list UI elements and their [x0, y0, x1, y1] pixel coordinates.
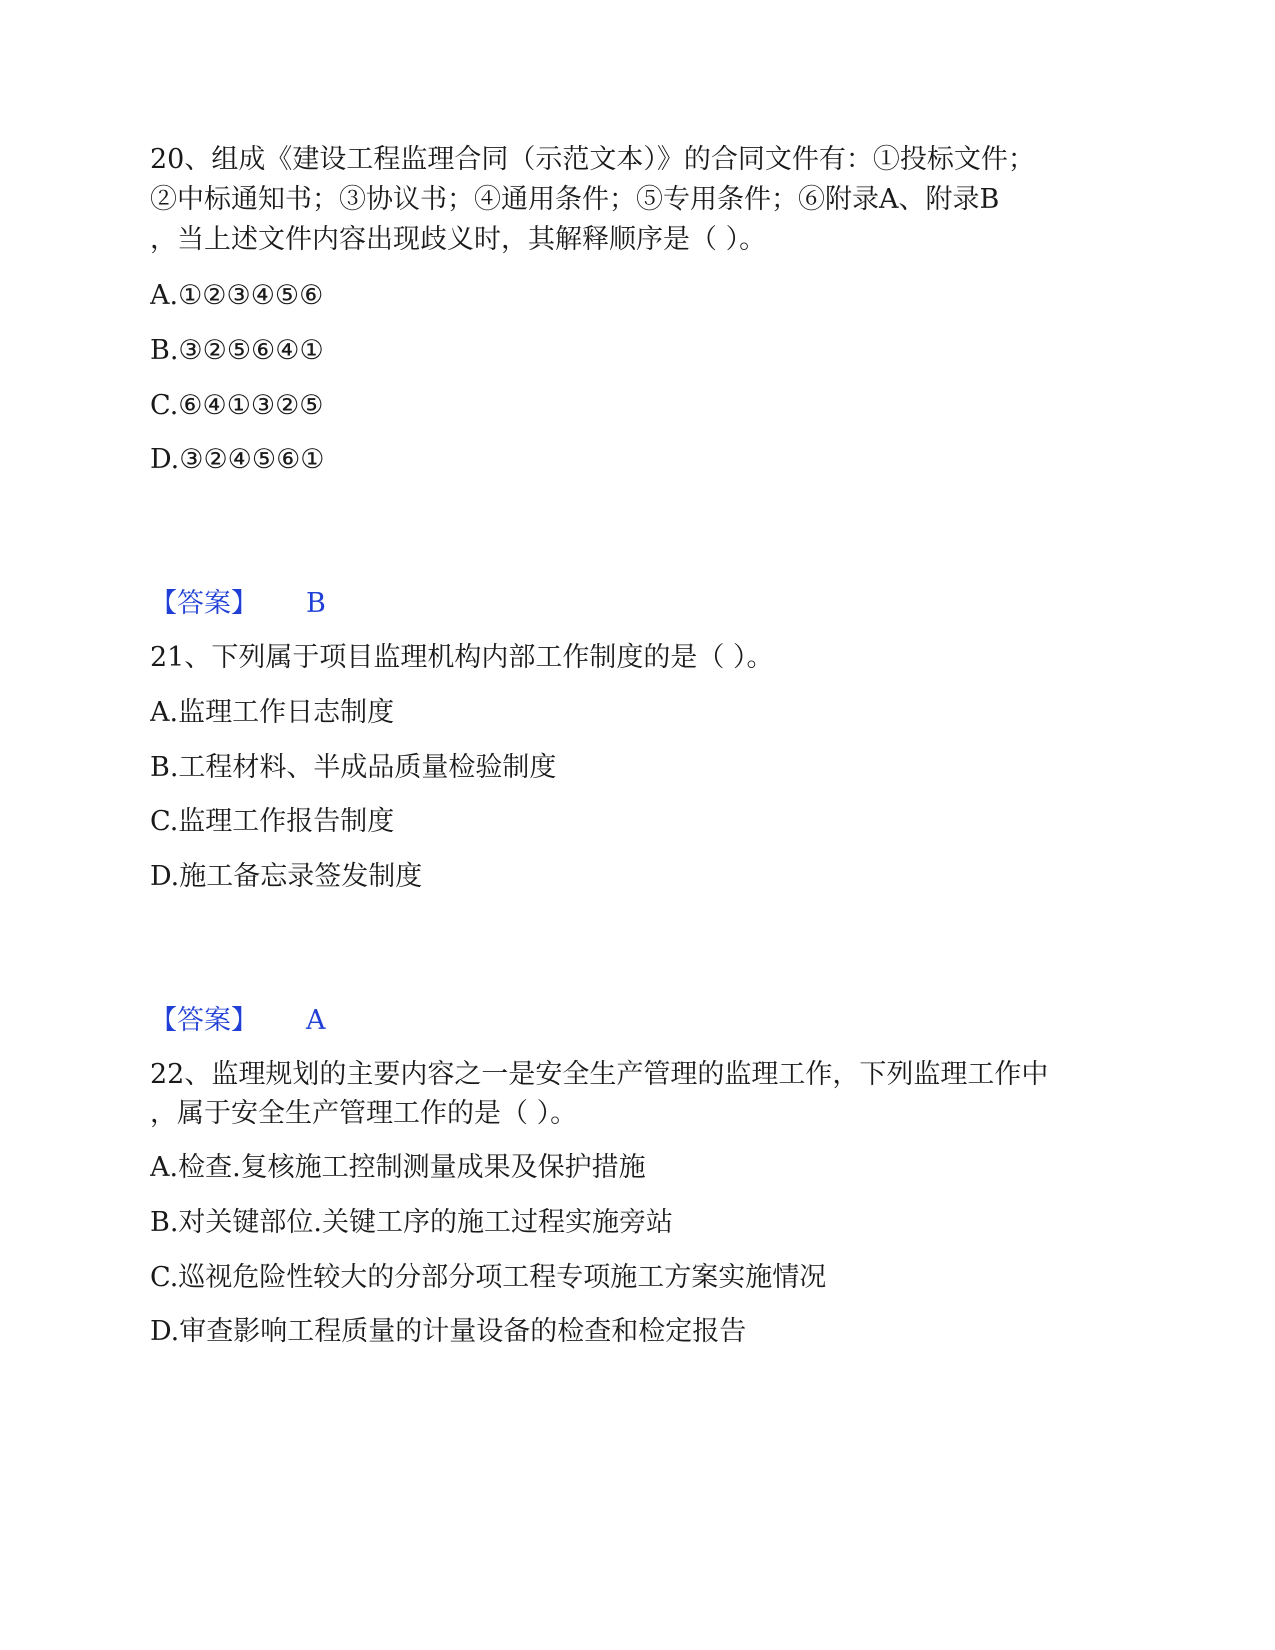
question-20-option-c: C.⑥④①③②⑤ [150, 390, 324, 421]
question-22-option-c: C.巡视危险性较大的分部分项工程专项施工方案实施情况 [150, 1262, 827, 1293]
question-22-stem-line-1: 22、监理规划的主要内容之一是安全生产管理的监理工作，下列监理工作中 [150, 1059, 1049, 1090]
question-20-answer [150, 584, 326, 624]
question-22-stem-line-2: ，属于安全生产管理工作的是（ ）。 [150, 1098, 578, 1129]
question-22-option-a: A.检查.复核施工控制测量成果及保护措施 [150, 1152, 646, 1183]
answer-label: 【答案】 [150, 1005, 258, 1036]
question-21-option-a: A.监理工作日志制度 [150, 697, 395, 728]
question-22-option-b: B.对关键部位.关键工序的施工过程实施旁站 [150, 1207, 674, 1238]
question-21-answer [150, 1001, 326, 1041]
answer-label: 【答案】 [150, 588, 258, 619]
question-20-stem-line-2: ②中标通知书；③协议书；④通用条件；⑤专用条件；⑥附录A、附录B [150, 184, 1000, 215]
question-21-option-b: B.工程材料、半成品质量检验制度 [150, 752, 557, 783]
answer-value: B [306, 588, 326, 619]
question-20-option-b: B.③②⑤⑥④① [150, 335, 324, 366]
question-20-option-a: A.①②③④⑤⑥ [150, 280, 324, 311]
question-20-option-d: D.③②④⑤⑥① [150, 444, 325, 475]
question-20-stem-line-1: 20、组成《建设工程监理合同（示范文本）》的合同文件有：①投标文件； [150, 144, 1035, 175]
question-21-stem-line-1: 21、下列属于项目监理机构内部工作制度的是（ ）。 [150, 642, 774, 673]
question-20-stem-line-3: ，当上述文件内容出现歧义时，其解释顺序是（ ）。 [150, 224, 767, 255]
answer-value: A [306, 1005, 326, 1036]
question-21-option-c: C.监理工作报告制度 [150, 806, 395, 837]
question-22-option-d: D.审查影响工程质量的计量设备的检查和检定报告 [150, 1316, 747, 1347]
question-21-option-d: D.施工备忘录签发制度 [150, 861, 423, 892]
